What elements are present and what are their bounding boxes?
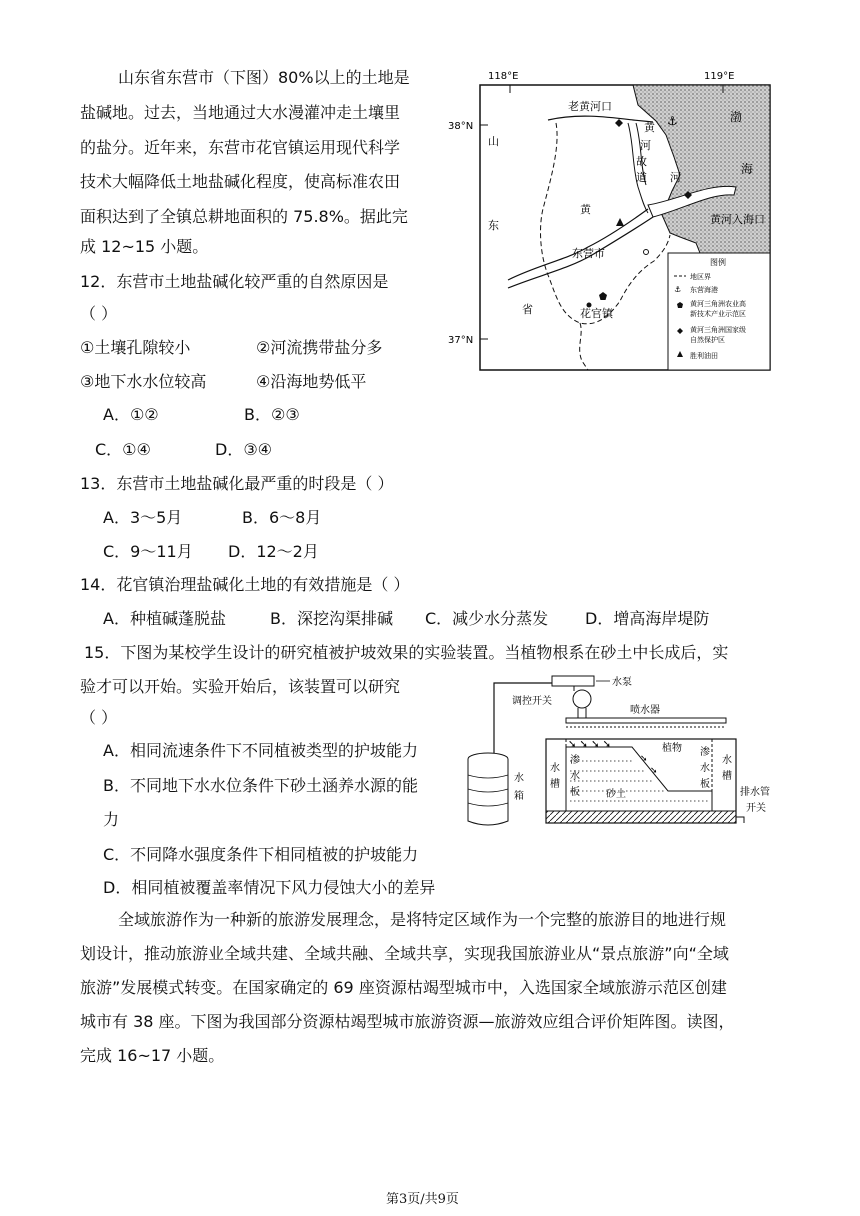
label-dongying: 东营市 <box>572 247 605 260</box>
label-gudao-5: 河 <box>670 171 681 184</box>
label-seep-right-3: 板 <box>700 779 710 790</box>
label-gudao-1: 黄 <box>644 121 655 134</box>
q12-statement-3: ③地下水水位较高 <box>80 372 207 391</box>
intro2-line3: 旅游”发展模式转变。在国家确定的 69 座资源枯竭型城市中，入选国家全域旅游示范区创建 <box>80 978 727 997</box>
q14-option-a: A．种植碱蓬脱盐 <box>103 609 226 628</box>
q14-stem: 14．花官镇治理盐碱化土地的有效措施是（ ） <box>80 575 410 594</box>
q13-stem: 13．东营市土地盐碱化最严重的时段是（ ） <box>80 474 394 493</box>
q15-option-b-line1: B．不同地下水水位条件下砂土涵养水源的能 <box>103 776 418 795</box>
q12-option-d: D．③④ <box>215 440 273 459</box>
lon-label-118: 118°E <box>488 71 519 82</box>
lat-label-38: 38°N <box>448 121 474 132</box>
intro1-line3: 的盐分。近年来，东营市花官镇运用现代科学 <box>80 138 401 157</box>
intro2-line2: 划设计，推动旅游业全域共建、全域共融、全域共享，实现我国旅游业从“景点旅游”向“全域 <box>80 944 729 963</box>
intro2-line5: 完成 16~17 小题。 <box>80 1046 225 1065</box>
label-tank-left-1: 水 <box>550 763 560 774</box>
label-tank-right-1: 水 <box>722 755 732 766</box>
intro1-line2: 盐碱地。过去，当地通过大水漫灌冲走土壤里 <box>80 103 401 122</box>
legend-reserve-2: 自然保护区 <box>690 336 725 344</box>
q13-option-d: D．12～2月 <box>228 542 319 561</box>
label-shan: 山 <box>488 135 499 148</box>
intro2-line1: 全域旅游作为一种新的旅游发展理念，是将特定区域作为一个完整的旅游目的地进行规 <box>118 910 727 929</box>
label-pump: 水泵 <box>612 677 632 688</box>
label-gudao-4: 道 <box>636 171 647 184</box>
label-water-box-1: 水 <box>514 773 524 784</box>
label-sand: 砂土 <box>606 789 626 800</box>
legend-title: 图例 <box>710 258 726 267</box>
plant-arrows-slope-2: ➘ <box>650 766 658 776</box>
label-bo: 渤 <box>730 110 743 124</box>
legend-port-icon: ⚓ <box>674 285 682 294</box>
label-gudao-3: 故 <box>636 155 647 168</box>
q15-option-c: C．不同降水强度条件下相同植被的护坡能力 <box>103 845 419 864</box>
dongying-map <box>448 65 772 377</box>
legend-agri-1: 黄河三角洲农业高 <box>690 300 746 308</box>
q12-statement-2: ②河流携带盐分多 <box>256 338 383 357</box>
label-seep-left-2: 水 <box>570 771 580 782</box>
lon-label-119: 119°E <box>704 71 735 82</box>
q15-stem-line2: 验才可以开始。实验开始后，该装置可以研究 <box>80 677 401 696</box>
label-laohuanghekou: 老黄河口 <box>568 100 612 113</box>
label-sheng: 省 <box>522 303 533 316</box>
sprinkler-bar <box>566 718 726 723</box>
q13-option-c: C．9～11月 <box>103 542 193 561</box>
intro1-line4: 技术大幅降低土地盐碱化程度，使高标准农田 <box>80 172 401 191</box>
legend-port: 东营海港 <box>690 286 718 294</box>
plant-arrows: ➘ ➘ ➘ ➘ <box>568 739 612 750</box>
q15-stem-line1: 15．下图为某校学生设计的研究植被护坡效果的实验装置。当植物根系在砂土中长成后，实 <box>84 643 729 662</box>
label-seep-right-1: 渗 <box>700 747 710 758</box>
q12-statement-4: ④沿海地势低平 <box>256 372 367 391</box>
label-sea: 海 <box>741 162 754 176</box>
q12-option-b: B．②③ <box>244 405 300 424</box>
q14-option-b: B．深挖沟渠排碱 <box>270 609 393 628</box>
label-huang: 黄 <box>580 203 591 216</box>
plant-arrows-slope: ➘ <box>640 754 648 764</box>
pump-wheel <box>573 690 591 708</box>
pump-box <box>552 676 594 686</box>
label-seep-left-1: 渗 <box>570 755 580 766</box>
label-drain-2: 开关 <box>746 803 766 814</box>
legend-boundary: 地区界 <box>690 273 711 281</box>
label-switch: 调控开关 <box>512 696 552 707</box>
q14-option-c: C．减少水分蒸发 <box>425 609 549 628</box>
label-plant: 植物 <box>662 743 682 754</box>
q15-option-b-line2: 力 <box>103 810 120 829</box>
legend-reserve-1: 黄河三角洲国家级 <box>690 326 746 334</box>
lat-label-37: 37°N <box>448 335 474 346</box>
label-gudao-2: 河 <box>640 139 651 152</box>
q15-paren: （ ） <box>80 708 118 727</box>
label-dong: 东 <box>488 219 499 232</box>
drain-pipe <box>736 817 744 823</box>
label-seep-left-3: 板 <box>570 787 580 798</box>
water-pipe <box>494 683 552 753</box>
intro1-line6: 成 12~15 小题。 <box>80 237 209 256</box>
label-tank-left-2: 槽 <box>550 779 560 790</box>
q13-option-a: A．3～5月 <box>103 508 183 527</box>
intro1-line5: 面积达到了全镇总耕地面积的 75.8%。据此完 <box>80 207 408 226</box>
q12-option-a: A．①② <box>103 405 159 424</box>
label-seep-right-2: 水 <box>700 763 710 774</box>
intro2-line4: 城市有 38 座。下图为我国部分资源枯竭型城市旅游资源—旅游效应组合评价矩阵图。读图， <box>80 1012 735 1031</box>
label-estuary: 黄河入海口 <box>710 213 765 226</box>
label-huaguan: 花官镇 <box>580 307 613 320</box>
intro1-line1: 山东省东营市（下图）80%以上的土地是 <box>118 68 410 87</box>
label-drain-1: 排水管 <box>740 787 770 798</box>
label-water-box-2: 箱 <box>514 791 524 802</box>
q12-statement-1: ①土壤孔隙较小 <box>80 338 191 357</box>
experiment-apparatus <box>454 671 774 831</box>
q13-option-b: B．6～8月 <box>242 508 322 527</box>
q15-option-d: D．相同植被覆盖率情况下风力侵蚀大小的差异 <box>103 878 436 897</box>
q12-paren: （ ） <box>80 304 118 323</box>
q12-stem: 12．东营市土地盐碱化较严重的自然原因是 <box>80 272 389 291</box>
q12-option-c: C．①④ <box>95 440 151 459</box>
legend-agri-2: 新技术产业示范区 <box>690 310 746 318</box>
q14-option-d: D．增高海岸堤防 <box>585 609 710 628</box>
trough-floor <box>546 811 736 823</box>
legend-oil: 胜利油田 <box>690 352 718 360</box>
page-footer: 第3页/共9页 <box>386 1192 459 1207</box>
label-sprinkler: 喷水器 <box>630 705 660 716</box>
label-tank-right-2: 槽 <box>722 771 732 782</box>
q15-option-a: A．相同流速条件下不同植被类型的护坡能力 <box>103 741 418 760</box>
port-anchor-icon: ⚓ <box>667 114 678 128</box>
